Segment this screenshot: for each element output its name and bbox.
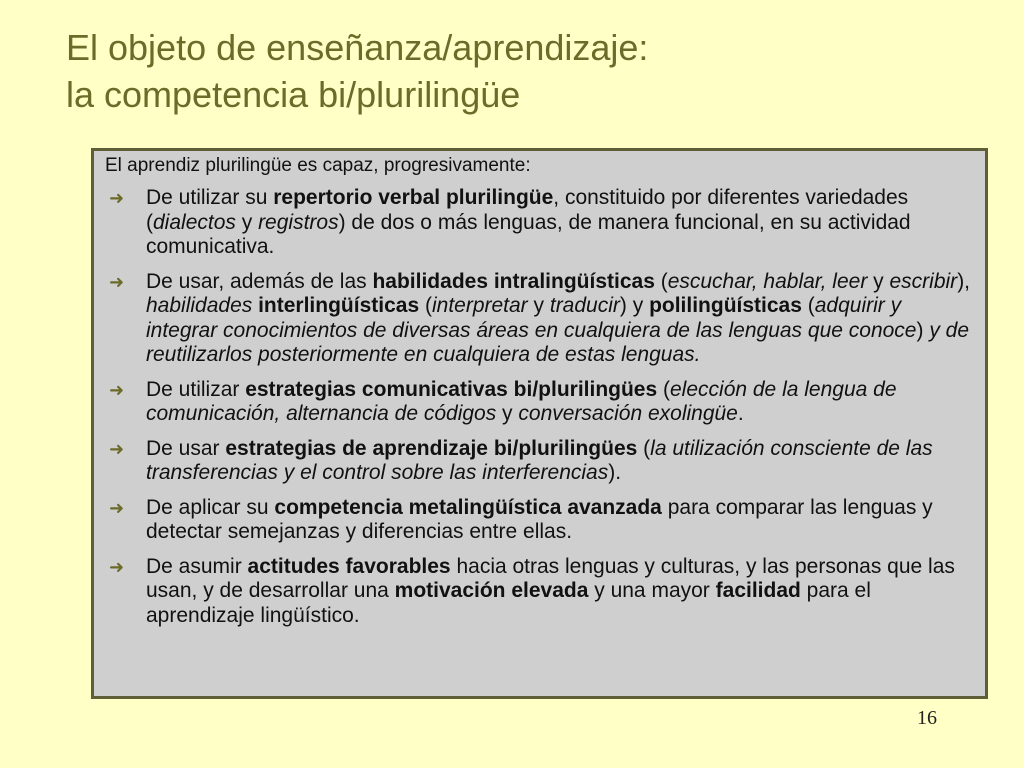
bullet-text-run: . xyxy=(737,402,744,425)
bullet-item xyxy=(106,186,976,260)
bullet-text-run: ), xyxy=(957,269,971,293)
bullet-text-run: interlingüísticas xyxy=(258,294,420,317)
bullet-text-run: y de reutilizarlos posteriormente en cualquiera de estas lenguas. xyxy=(146,318,970,366)
bullet-text-run: adquirir y integrar conocimientos de diversas áreas en cualquiera de las lenguas que conoce xyxy=(146,294,917,342)
bullet-text-run: De aplicar su xyxy=(146,495,275,519)
right-arrow-icon: ➜ xyxy=(109,497,125,518)
bullet-text-run: dialectos xyxy=(153,210,236,234)
bullet-text-run: interpretar xyxy=(431,294,528,317)
bullet-item xyxy=(106,270,976,368)
bullet-text-run: y xyxy=(527,294,550,317)
bullet-item xyxy=(106,496,976,545)
right-arrow-icon: ➜ xyxy=(109,379,125,400)
intro-text: El aprendiz plurilingüe es capaz, progresivamente: xyxy=(105,155,531,176)
bullet-item xyxy=(106,555,976,629)
bullet-text-run: repertorio verbal plurilingüe xyxy=(273,186,554,209)
bullet-text-run: De usar, además de las xyxy=(146,269,373,293)
bullet-item xyxy=(106,437,976,486)
bullet-text-run: traducir xyxy=(549,294,620,317)
bullet-text-run: para el aprendizaje lingüístico. xyxy=(146,579,871,627)
bullet-text-run: registros xyxy=(258,210,339,234)
bullet-text-run: conversación exolingüe xyxy=(518,402,738,425)
bullet-text-run: escuchar, hablar, leer xyxy=(667,269,868,293)
bullet-text-run: ( xyxy=(801,294,815,317)
bullet-text-run: y xyxy=(235,210,259,234)
bullet-text-run: motivación elevada xyxy=(394,579,589,602)
bullet-text-run: estrategias de aprendizaje bi/plurilingües xyxy=(225,436,638,460)
bullet-text-run: ). xyxy=(608,461,622,484)
bullet-text-run: ( xyxy=(637,436,651,460)
page-number: 16 xyxy=(917,707,937,729)
bullet-text-run: De usar xyxy=(146,436,226,460)
bullet-text-run: De utilizar su xyxy=(146,186,274,209)
title-line-2: la competencia bi/plurilingüe xyxy=(66,74,521,115)
slide-title xyxy=(66,24,986,118)
bullet-text-run: facilidad xyxy=(715,579,801,602)
bullet-text-run: estrategias comunicativas bi/plurilingües xyxy=(245,377,658,401)
bullet-text-run: para comparar las lenguas y detectar semejanzas y diferencias entre ellas. xyxy=(146,495,933,543)
bullet-text-run: hacia otras lenguas y culturas, y las personas que las usan, y de desarrollar una xyxy=(146,554,955,602)
bullet-item xyxy=(106,378,976,427)
bullet-text-run: ) y xyxy=(619,294,650,317)
title-line-1: El objeto de enseñanza/aprendizaje: xyxy=(66,27,649,68)
bullet-list xyxy=(106,186,976,638)
bullet-text-run: ( xyxy=(419,294,432,317)
right-arrow-icon: ➜ xyxy=(109,556,125,577)
bullet-text-run: ) de dos o más lenguas, de manera funcional, en su actividad comunicativa. xyxy=(146,210,911,258)
bullet-text-run: y xyxy=(496,402,519,425)
right-arrow-icon: ➜ xyxy=(109,188,125,208)
bullet-text-run: , constituido por diferentes variedades ( xyxy=(146,186,909,234)
bullet-text-run: habilidades intralingüísticas xyxy=(372,269,655,293)
bullet-text-run: ( xyxy=(654,269,668,293)
bullet-text-run: habilidades xyxy=(146,294,259,317)
bullet-text-run: y xyxy=(867,269,890,293)
bullet-text-run: competencia metalingüística avanzada xyxy=(274,495,662,519)
content-box xyxy=(91,148,988,699)
bullet-text-run: actitudes favorables xyxy=(247,554,451,578)
right-arrow-icon: ➜ xyxy=(109,271,125,292)
bullet-text-run: polilingüísticas xyxy=(649,294,802,317)
bullet-text-run: y una mayor xyxy=(588,579,716,602)
bullet-text-run: ) xyxy=(916,318,930,342)
bullet-text-run: ( xyxy=(657,377,670,401)
bullet-text-run: la utilización consciente de las transferencias y el control sobre las interferencias xyxy=(146,436,933,484)
bullet-text-run: De asumir xyxy=(146,554,248,578)
right-arrow-icon: ➜ xyxy=(109,438,125,459)
bullet-text-run: escribir xyxy=(889,269,958,293)
bullet-text-run: elección de la lengua de comunicación, alternancia de códigos xyxy=(146,377,897,425)
bullet-text-run: De utilizar xyxy=(146,377,246,401)
